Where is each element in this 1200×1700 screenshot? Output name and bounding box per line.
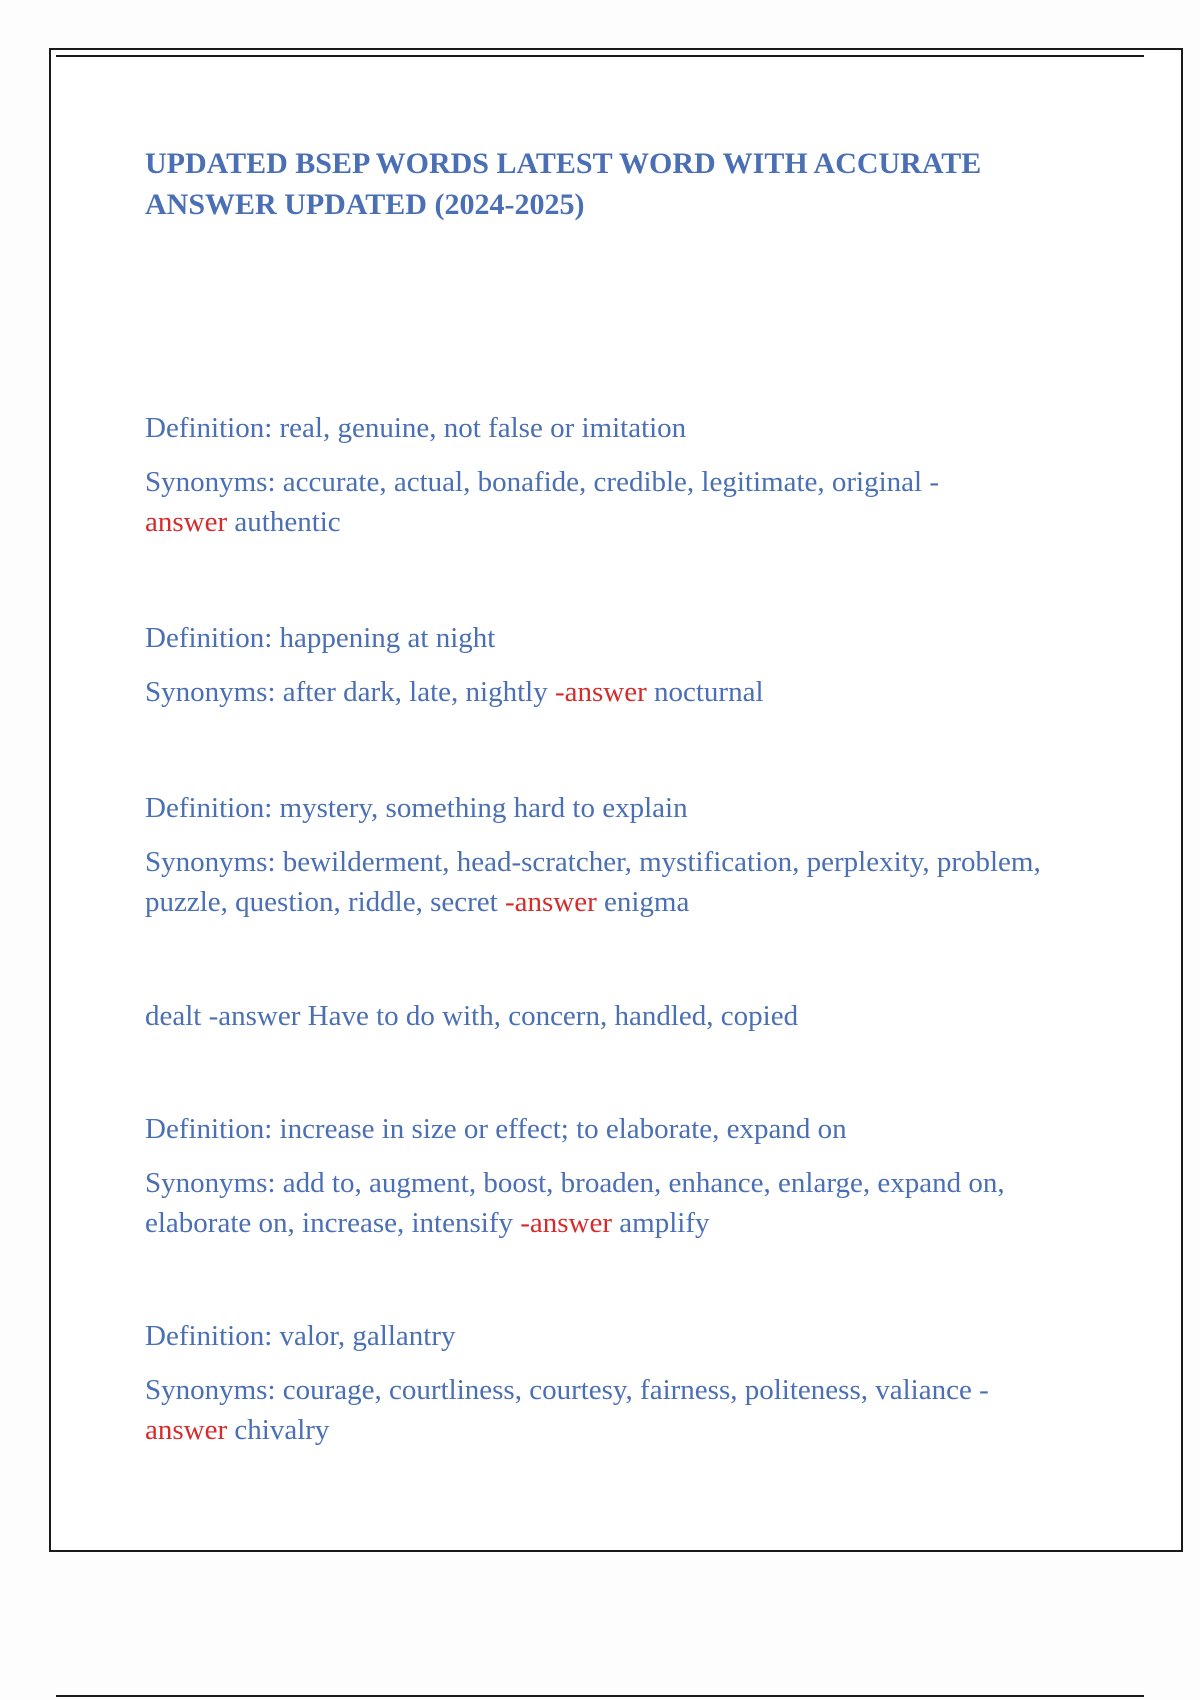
entry-2-synonyms [145,672,1105,712]
entry-1-definition: Definition: real, genuine, not false or imitation [145,412,687,444]
entry-6-answer-label: answer [145,1414,228,1446]
entry-3-synonyms-list: Synonyms: bewilderment, head-scratcher, mystification, perplexity, problem, puzzle, question, riddle, secret [145,846,1041,918]
document-title: UPDATED BSEP WORDS LATEST WORD WITH ACCURATE ANSWER UPDATED (2024-2025) [145,147,982,221]
entry-3-definition: Definition: mystery, something hard to explain [145,792,688,824]
entry-6-synonyms [145,1370,1105,1450]
entry-4-plain: dealt -answer Have to do with, concern, handled, copied [145,1000,799,1032]
entry-6-synonyms-list: Synonyms: courage, courtliness, courtesy, fairness, politeness, valiance - [145,1374,989,1406]
entry-1-answer-label: answer [145,506,228,538]
entry-1-answer-word: authentic [227,506,341,538]
entry-1-synonyms [145,462,1105,542]
entry-3-answer-label: -answer [504,886,597,918]
entry-5-answer-word: amplify [612,1207,710,1239]
entry-2-answer-word: nocturnal [646,676,764,708]
entry-3-synonyms [145,842,1105,922]
entry-6-definition: Definition: valor, gallantry [145,1320,456,1352]
entry-6-answer-word: chivalry [227,1414,330,1446]
entry-5-synonyms [145,1163,1105,1243]
entry-3-answer-word: enigma [596,886,690,918]
entry-2-answer-label: -answer [554,676,647,708]
bottom-rule [56,1695,1144,1697]
entry-5-synonyms-list: Synonyms: add to, augment, boost, broaden, enhance, enlarge, expand on, elaborate on, increase, intensify [145,1167,1005,1239]
entry-2-definition: Definition: happening at night [145,622,496,654]
entry-5-answer-label: -answer [520,1207,613,1239]
entry-2-synonyms-list: Synonyms: after dark, late, nightly [145,676,555,708]
entry-5-definition: Definition: increase in size or effect; to elaborate, expand on [145,1113,847,1145]
top-rule [56,55,1144,57]
entry-1-synonyms-list: Synonyms: accurate, actual, bonafide, credible, legitimate, original - [145,466,939,498]
